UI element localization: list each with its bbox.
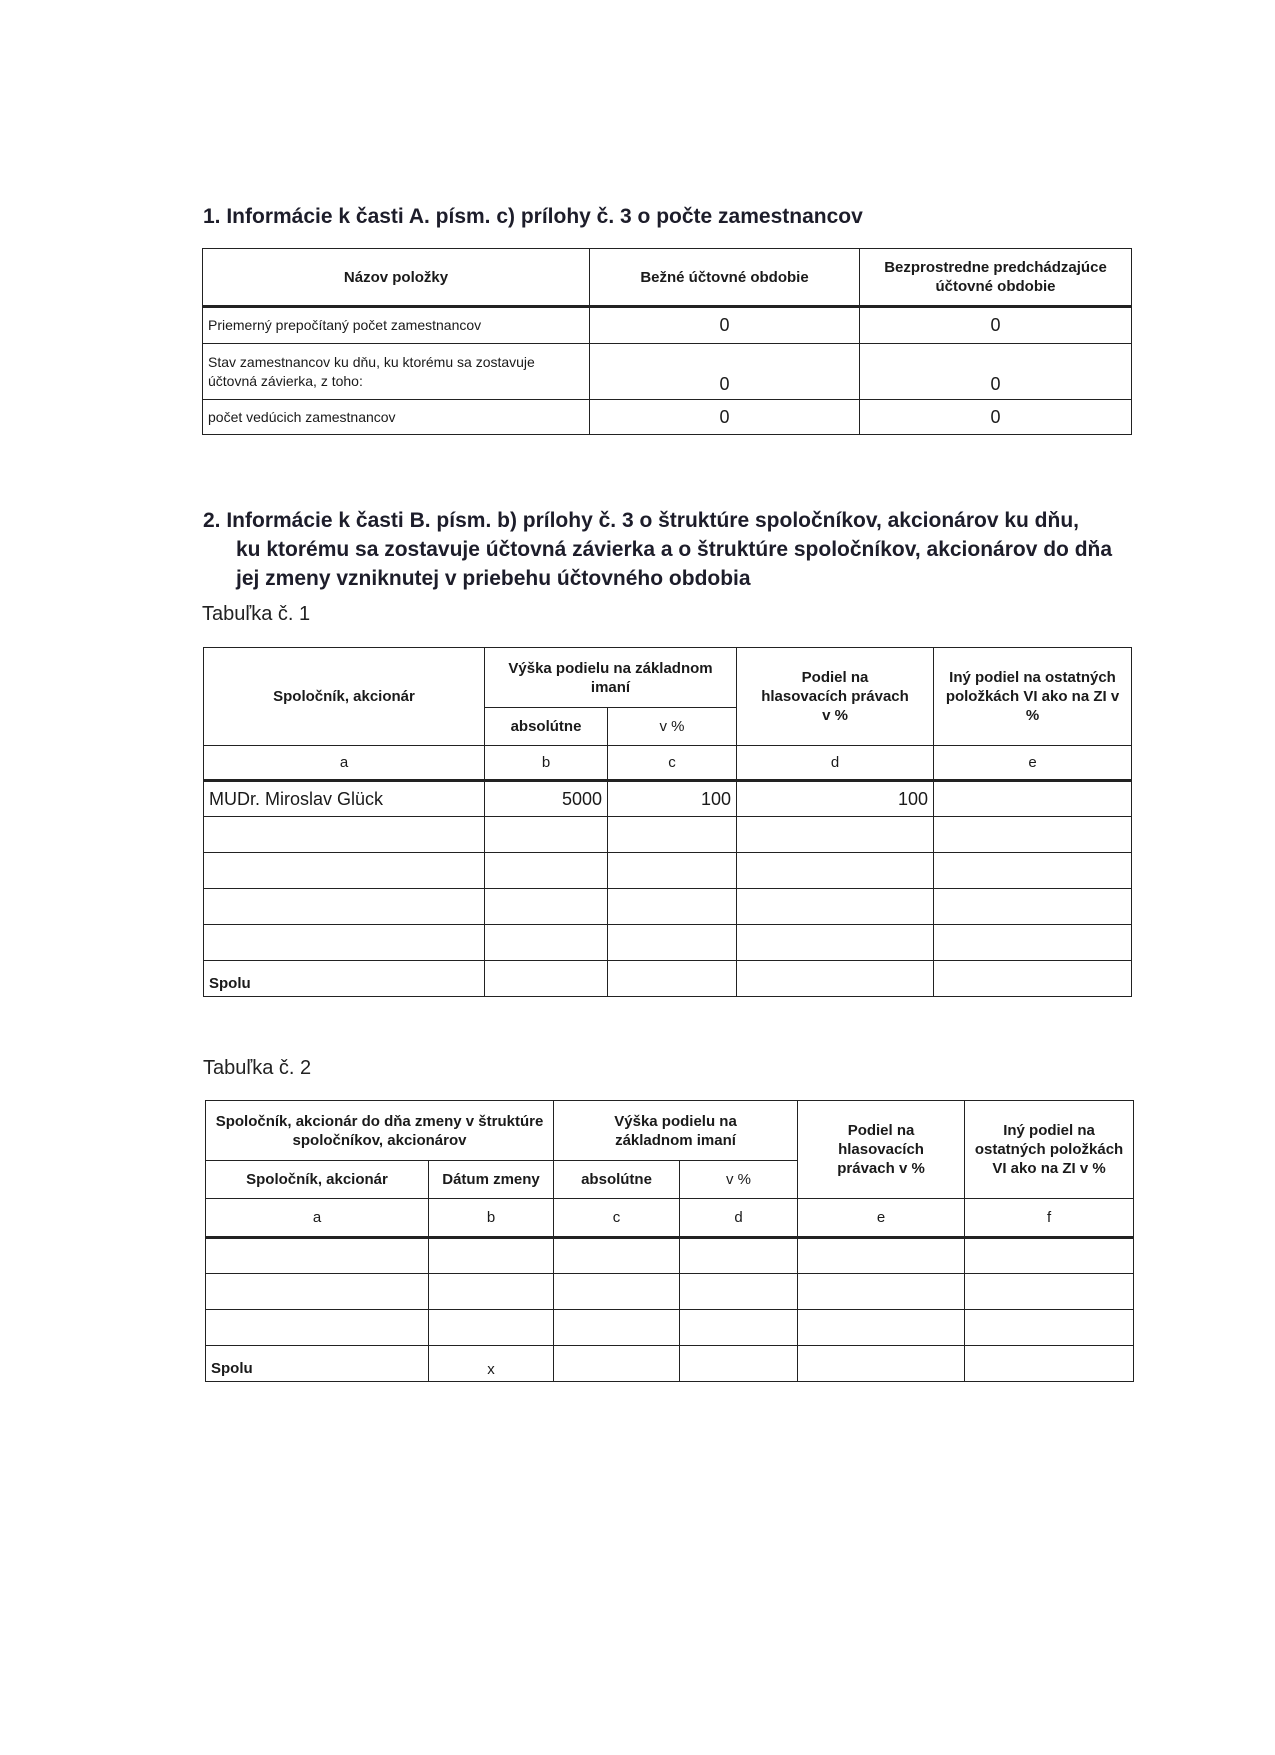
cell xyxy=(485,817,608,853)
header-date: Dátum zmeny xyxy=(429,1161,554,1199)
table-row xyxy=(204,781,1132,817)
row-label: Stav zamestnancov ku dňu, ku ktorému sa zostavuje účtovná závierka, z toho: xyxy=(203,344,590,400)
letter-b: b xyxy=(429,1199,554,1238)
cell xyxy=(206,1238,429,1274)
partners-table-1 xyxy=(203,647,1132,997)
cell xyxy=(206,1274,429,1310)
header-partner-group: Spoločník, akcionár do dňa zmeny v štruktúre spoločníkov, akcionárov xyxy=(206,1101,554,1161)
cell xyxy=(204,889,485,925)
partner-name: MUDr. Miroslav Glück xyxy=(204,781,485,817)
cell xyxy=(429,1310,554,1346)
header-share: Výška podielu na základnom imaní xyxy=(485,648,737,708)
table-row xyxy=(203,344,1132,400)
cell xyxy=(934,925,1132,961)
table-row xyxy=(204,925,1132,961)
cell xyxy=(554,1346,680,1382)
header-share: Výška podielu na základnom imaní xyxy=(554,1101,798,1161)
cell xyxy=(680,1310,798,1346)
share-absolute: 5000 xyxy=(485,781,608,817)
cell xyxy=(204,817,485,853)
cell xyxy=(204,853,485,889)
cell xyxy=(798,1346,965,1382)
letter-e: e xyxy=(934,746,1132,781)
table-row xyxy=(204,853,1132,889)
table2-caption: Tabuľka č. 2 xyxy=(203,1057,312,1079)
section2-heading-line2: ku ktorému sa zostavuje účtovná závierka a o štruktúre spoločníkov, akcionárov do dňa xyxy=(236,538,1113,561)
header-partner: Spoločník, akcionár xyxy=(206,1161,429,1199)
cell xyxy=(965,1310,1134,1346)
cell xyxy=(680,1274,798,1310)
current-value: 0 xyxy=(590,344,860,400)
letter-f: f xyxy=(965,1199,1134,1238)
cell xyxy=(485,925,608,961)
cell xyxy=(737,889,934,925)
header-absolute: absolútne xyxy=(554,1161,680,1199)
cell xyxy=(965,1346,1134,1382)
table-row xyxy=(206,1274,1134,1310)
table-row xyxy=(206,1238,1134,1274)
header-voting: Podiel na hlasovacích právach v % xyxy=(737,648,934,746)
row-label: počet vedúcich zamestnancov xyxy=(203,400,590,435)
section1-heading: 1. Informácie k časti A. písm. c) prílohy č. 3 o počte zamestnancov xyxy=(203,205,863,228)
table-row xyxy=(203,400,1132,435)
cell xyxy=(608,925,737,961)
cell xyxy=(608,889,737,925)
cell xyxy=(680,1346,798,1382)
header-current-period: Bežné účtovné obdobie xyxy=(590,249,860,307)
total-label: Spolu xyxy=(204,961,485,997)
header-partner: Spoločník, akcionár xyxy=(204,648,485,746)
cell xyxy=(485,853,608,889)
partners-table-2 xyxy=(205,1100,1134,1382)
cell xyxy=(737,817,934,853)
header-voting: Podiel na hlasovacích právach v % xyxy=(798,1101,965,1199)
letter-c: c xyxy=(554,1199,680,1238)
employees-table xyxy=(202,248,1132,435)
other-percent xyxy=(934,781,1132,817)
cell xyxy=(680,1238,798,1274)
letter-d: d xyxy=(680,1199,798,1238)
share-percent: 100 xyxy=(608,781,737,817)
previous-value: 0 xyxy=(860,307,1132,344)
total-row xyxy=(204,961,1132,997)
table1-caption: Tabuľka č. 1 xyxy=(202,603,311,625)
total-row xyxy=(206,1346,1134,1382)
letter-e: e xyxy=(798,1199,965,1238)
cell xyxy=(737,961,934,997)
cell xyxy=(554,1238,680,1274)
cell xyxy=(485,889,608,925)
section2-heading-line3: jej zmeny vzniknutej v priebehu účtovného obdobia xyxy=(236,567,751,590)
cell xyxy=(429,1274,554,1310)
cell xyxy=(934,853,1132,889)
row-label: Priemerný prepočítaný počet zamestnancov xyxy=(203,307,590,344)
header-other: Iný podiel na ostatných položkách VI ako na ZI v % xyxy=(965,1101,1134,1199)
header-percent: v % xyxy=(608,708,737,746)
letter-b: b xyxy=(485,746,608,781)
cell xyxy=(429,1238,554,1274)
previous-value: 0 xyxy=(860,400,1132,435)
cell xyxy=(608,853,737,889)
section2-heading-line1: 2. Informácie k časti B. písm. b) prílohy č. 3 o štruktúre spoločníkov, akcionárov ku dňu, xyxy=(203,509,1080,532)
cell xyxy=(934,817,1132,853)
header-item-name: Názov položky xyxy=(203,249,590,307)
current-value: 0 xyxy=(590,307,860,344)
cell xyxy=(965,1238,1134,1274)
cell xyxy=(934,889,1132,925)
cell xyxy=(798,1310,965,1346)
header-previous-period: Bezprostredne predchádzajúce účtovné obdobie xyxy=(860,249,1132,307)
header-other: Iný podiel na ostatných položkách VI ako na ZI v % xyxy=(934,648,1132,746)
cell xyxy=(554,1310,680,1346)
cell xyxy=(737,925,934,961)
cell xyxy=(965,1274,1134,1310)
table-row xyxy=(204,817,1132,853)
cell xyxy=(206,1310,429,1346)
current-value: 0 xyxy=(590,400,860,435)
voting-percent: 100 xyxy=(737,781,934,817)
total-label: Spolu xyxy=(206,1346,429,1382)
previous-value: 0 xyxy=(860,344,1132,400)
letter-c: c xyxy=(608,746,737,781)
cell xyxy=(608,817,737,853)
table-row xyxy=(204,889,1132,925)
cell xyxy=(798,1274,965,1310)
cell xyxy=(737,853,934,889)
header-absolute: absolútne xyxy=(485,708,608,746)
letter-a: a xyxy=(204,746,485,781)
cell xyxy=(798,1238,965,1274)
cell xyxy=(934,961,1132,997)
letter-a: a xyxy=(206,1199,429,1238)
cell xyxy=(554,1274,680,1310)
cell xyxy=(204,925,485,961)
letter-d: d xyxy=(737,746,934,781)
header-percent: v % xyxy=(680,1161,798,1199)
total-date: x xyxy=(429,1346,554,1382)
cell xyxy=(485,961,608,997)
table-row xyxy=(206,1310,1134,1346)
cell xyxy=(608,961,737,997)
table-row xyxy=(203,307,1132,344)
